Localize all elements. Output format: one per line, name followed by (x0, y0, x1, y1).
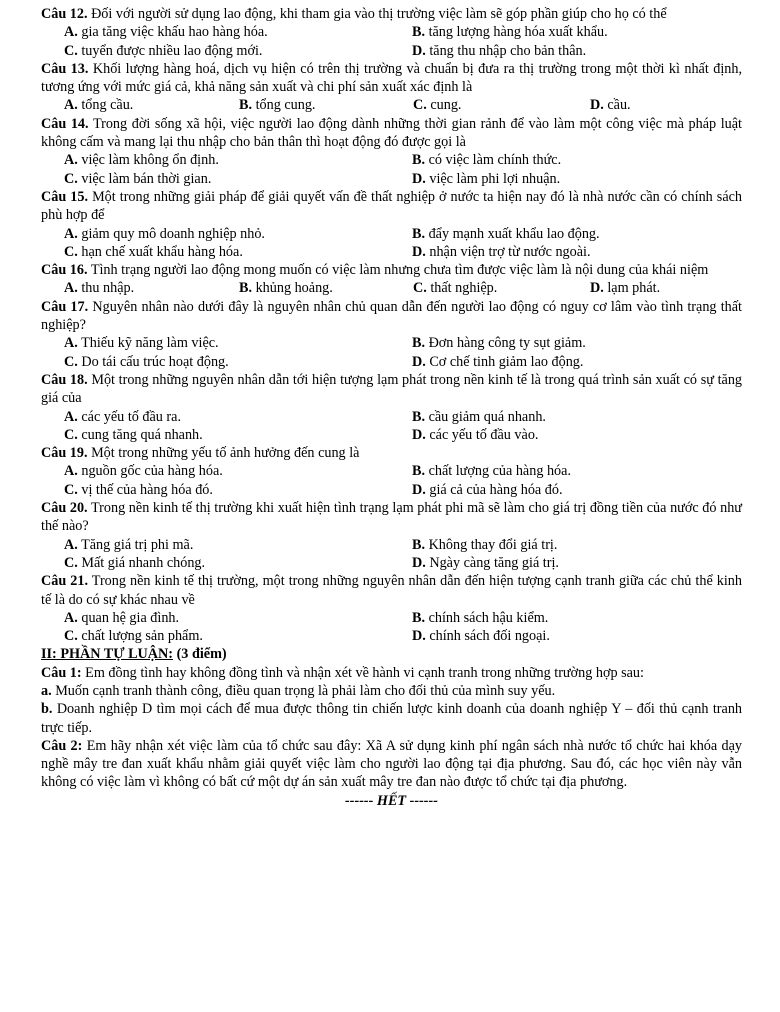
question-text: Nguyên nhân nào dưới đây là nguyên nhân chủ quan dẫn đến người lao động có nguy cơ lâm vào tình trạng thất nghiệp? (41, 298, 742, 334)
options (41, 279, 742, 297)
options (41, 23, 742, 60)
option-d[interactable]: D. Cơ chế tinh giảm lao động. (412, 353, 584, 370)
option-c[interactable]: C. vị thế của hàng hóa đó. (64, 481, 213, 498)
option-a[interactable]: A. gia tăng việc khấu hao hàng hóa. (64, 24, 268, 41)
option-c[interactable]: C. tuyển được nhiều lao động mới. (64, 42, 263, 59)
option-b[interactable]: B. khủng hoảng. (239, 280, 333, 297)
option-b[interactable]: B. tăng lượng hàng hóa xuất khẩu. (412, 24, 608, 41)
options (41, 462, 742, 499)
section-points: (3 điểm) (176, 646, 227, 663)
option-a[interactable]: A. nguồn gốc của hàng hóa. (64, 463, 223, 480)
essay-sub-a: a. Muốn cạnh tranh thành công, điều quan trọng là phải làm cho đối thủ của mình suy yếu. (41, 682, 556, 699)
option-a[interactable]: A. tổng cầu. (64, 97, 134, 114)
end-marker: ------ HẾT ------ (345, 792, 438, 809)
question-number: Câu 12. (41, 6, 88, 22)
question-18 (41, 371, 742, 444)
options (41, 609, 742, 646)
question-stem (41, 5, 742, 23)
option-c[interactable]: C. cung tăng quá nhanh. (64, 426, 203, 443)
question-20 (41, 499, 742, 572)
option-a[interactable]: A. các yếu tố đầu ra. (64, 408, 181, 425)
option-c[interactable]: C. việc làm bán thời gian. (64, 170, 212, 187)
option-c[interactable]: C. hạn chế xuất khẩu hàng hóa. (64, 243, 243, 260)
question-stem (41, 444, 742, 462)
option-d[interactable]: D. chính sách đối ngoại. (412, 628, 550, 645)
option-a[interactable]: A. thu nhập. (64, 280, 135, 297)
essay-stem (41, 664, 742, 682)
question-17 (41, 298, 742, 371)
question-stem (41, 188, 742, 225)
essay-question-2 (41, 737, 742, 792)
question-number: Câu 15. (41, 188, 89, 205)
option-b[interactable]: B. đẩy mạnh xuất khẩu lao động. (412, 225, 600, 242)
option-a[interactable]: A. Tăng giá trị phi mã. (64, 536, 194, 553)
question-15 (41, 188, 742, 261)
option-a[interactable]: A. quan hệ gia đình. (64, 609, 180, 626)
question-12 (41, 5, 742, 60)
question-text: Trong nền kinh tế thị trường, một trong những nguyên nhân dẫn đến hiện tượng cạnh tranh giữa các chủ thể kinh tế là do có sự khác nhau về (41, 573, 742, 608)
question-number: Câu 16. (41, 262, 88, 279)
option-b[interactable]: B. tổng cung. (239, 97, 316, 114)
question-21 (41, 572, 742, 645)
question-13 (41, 60, 742, 115)
option-b[interactable]: B. có việc làm chính thức. (412, 152, 562, 169)
option-d[interactable]: D. việc làm phi lợi nhuận. (412, 170, 561, 187)
option-d[interactable]: D. các yếu tố đầu vào. (412, 426, 539, 443)
option-b[interactable]: B. Không thay đổi giá trị. (412, 536, 558, 553)
option-c[interactable]: C. cung. (413, 97, 462, 114)
question-stem (41, 499, 742, 536)
option-b[interactable]: B. chính sách hậu kiểm. (412, 609, 549, 626)
option-c[interactable]: C. thất nghiệp. (413, 280, 498, 297)
question-text: Đối với người sử dụng lao động, khi tham gia vào thị trường việc làm sẽ góp phần giúp cho họ có thể (91, 6, 667, 22)
question-number: Câu 17. (41, 298, 89, 315)
option-c[interactable]: C. Mất giá nhanh chóng. (64, 554, 206, 571)
options (41, 408, 742, 445)
question-stem (41, 261, 742, 279)
options (41, 151, 742, 188)
question-14 (41, 115, 742, 188)
option-a[interactable]: A. Thiếu kỹ năng làm việc. (64, 335, 219, 352)
question-number: Câu 18. (41, 371, 88, 388)
question-text: Một trong những giải pháp để giải quyết vấn đề thất nghiệp ở nước ta hiện nay đó là nhà nước cần có chính sách phù hợp để (41, 188, 743, 224)
essay-question-1 (41, 664, 742, 737)
section-title: II: PHẦN TỰ LUẬN: (41, 646, 174, 663)
option-c[interactable]: C. Do tái cấu trúc hoạt động. (64, 353, 229, 370)
option-b[interactable]: B. Đơn hàng công ty sụt giảm. (412, 335, 586, 352)
question-stem (41, 115, 742, 152)
essay-stem (41, 737, 742, 792)
question-text: Một trong những yếu tố ảnh hưởng đến cung là (91, 445, 360, 462)
options (41, 536, 742, 573)
question-19 (41, 444, 742, 499)
option-a[interactable]: A. giảm quy mô doanh nghiệp nhỏ. (64, 225, 265, 242)
question-text: Tình trạng người lao động mong muốn có việc làm nhưng chưa tìm được việc làm là nội dung của khái niệm (90, 262, 709, 279)
option-c[interactable]: C. chất lượng sản phẩm. (64, 628, 203, 645)
essay-number: Câu 2: (41, 737, 83, 754)
option-b[interactable]: B. cầu giảm quá nhanh. (412, 408, 546, 425)
question-stem (41, 371, 742, 408)
essay-text: Em đồng tình hay không đồng tình và nhận xét về hành vi cạnh tranh trong những trường hợp sau: (85, 664, 644, 681)
options (41, 334, 742, 371)
option-d[interactable]: D. Ngày càng tăng giá trị. (412, 554, 559, 571)
option-d[interactable]: D. cầu. (590, 97, 631, 114)
question-text: Một trong những nguyên nhân dẫn tới hiện tượng lạm phát trong nền kinh tế là trong quá trình sản xuất có sự tăng giá của (41, 371, 743, 407)
question-number: Câu 20. (41, 500, 88, 517)
option-b[interactable]: B. chất lượng của hàng hóa. (412, 463, 571, 480)
question-number: Câu 13. (41, 60, 89, 77)
question-text: Trong đời sống xã hội, việc người lao động dành những thời gian rảnh để vào làm một công việc mà pháp luật không cấm và mang lại thu nhập cho bản thân thì hoạt động đó được gọi là (41, 115, 742, 151)
question-number: Câu 14. (41, 115, 89, 132)
essay-number: Câu 1: (41, 664, 82, 681)
essay-sub-b: b. Doanh nghiệp D tìm mọi cách để mua được thông tin chiến lược kinh doanh của doanh nghiệp Y – đối thủ cạnh tranh trực tiếp. (41, 701, 743, 736)
option-d[interactable]: D. lạm phát. (590, 280, 661, 297)
options (41, 96, 742, 114)
option-d[interactable]: D. tăng thu nhập cho bản thân. (412, 42, 587, 59)
essay-text: Em hãy nhận xét việc làm của tổ chức sau đây: Xã A sử dụng kinh phí ngân sách nhà nước tổ chức hai khóa dạy nghề mây tre đan xuất khẩu nhằm giải quyết việc làm cho người lao động tại địa phương. Sau đó, các học viên này vẫn không có việc làm vì không có bất cứ một dự án sản xuất mây tre đan nào được tổ chức tại địa phương. (41, 737, 742, 791)
question-text: Trong nền kinh tế thị trường khi xuất hiện tình trạng lạm phát phi mã sẽ làm cho giá trị đồng tiền của nước đó như thế nào? (41, 500, 742, 535)
section-heading (41, 645, 742, 663)
question-number: Câu 21. (41, 573, 88, 590)
question-stem (41, 298, 742, 335)
option-d[interactable]: D. giá cả của hàng hóa đó. (412, 481, 563, 498)
question-text: Khối lượng hàng hoá, dịch vụ hiện có trên thị trường và chuẩn bị đưa ra thị trường trong một thời kì nhất định, tương ứng với mức giá cả, khả năng sản xuất và chi phí sản xuất xác định là (41, 60, 742, 96)
option-a[interactable]: A. việc làm không ổn định. (64, 152, 219, 169)
question-16 (41, 261, 742, 298)
question-number: Câu 19. (41, 445, 88, 462)
question-stem (41, 572, 742, 609)
options (41, 225, 742, 262)
option-d[interactable]: D. nhận viện trợ từ nước ngoài. (412, 243, 591, 260)
question-stem (41, 60, 742, 97)
